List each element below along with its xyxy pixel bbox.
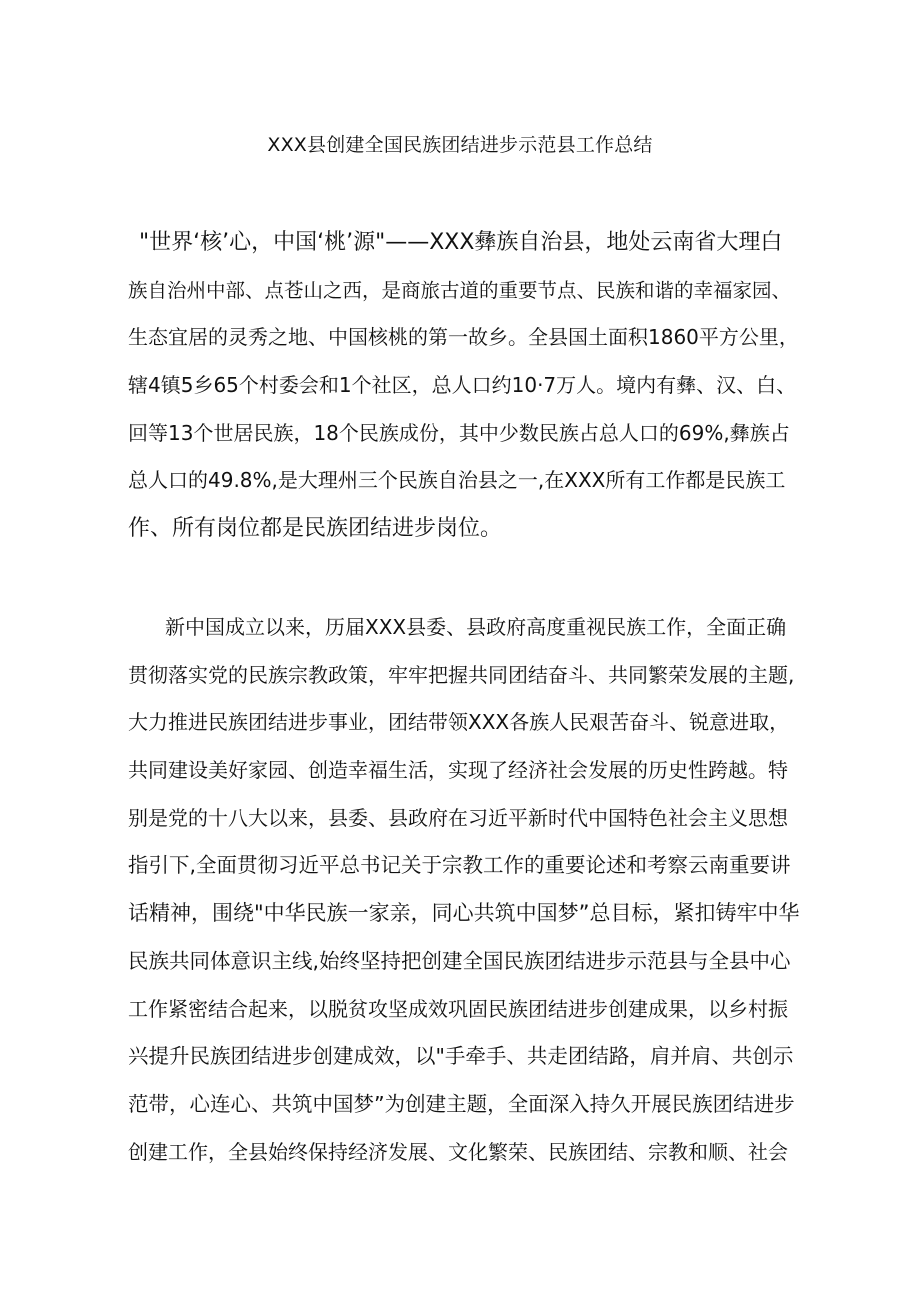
paragraph-line: 创建工作，全县始终保持经济发展、文化繁荣、民族团结、宗教和顺、社会 <box>128 1139 788 1164</box>
paragraph-line: 别是党的十八大以来，县委、县政府在习近平新时代中国特色社会主义思想 <box>128 805 788 830</box>
paragraph-line: 生态宜居的灵秀之地、中国核桃的第一故乡。全县国土面积1860平方公里， <box>128 325 799 350</box>
paragraph-line: "世界‘核’心，中国‘桃’源"——XXX彝族自治县，地处云南省大理白 <box>139 230 783 255</box>
paragraph-2 <box>128 604 798 1176</box>
paragraph-line: 共同建设美好家园、创造幸福生活，实现了经济社会发展的历史性跨越。特 <box>128 758 788 783</box>
paragraph-line: 工作紧密结合起来，以脱贫攻坚成效巩固民族团结进步创建成果，以乡村振 <box>128 996 788 1021</box>
paragraph-line: 民族共同体意识主线,始终坚持把创建全国民族团结进步示范县与全县中心 <box>128 948 791 973</box>
paragraph-line: 贯彻落实党的民族宗教政策，牢牢把握共同团结奋斗、共同繁荣发展的主题, <box>128 662 795 687</box>
paragraph-line: 兴提升民族团结进步创建成效，以"手牵手、共走团结路，肩并肩、共创示 <box>128 1044 794 1069</box>
paragraph-line: 新中国成立以来，历届XXX县委、县政府高度重视民族工作，全面正确 <box>165 615 787 639</box>
paragraph-line: 总人口的49.8%,是大理州三个民族自治县之一,在XXX所有工作都是民族工 <box>128 468 786 493</box>
paragraph-line: 作、所有岗位都是民族团结进步岗位。 <box>128 516 503 542</box>
document-title: XXX县创建全国民族团结进步示范县工作总结 <box>267 134 653 156</box>
paragraph-line: 回等13个世居民族，18个民族成份，其中少数民族占总人口的69%,彝族占 <box>128 420 790 445</box>
paragraph-line: 指引下,全面贯彻习近平总书记关于宗教工作的重要论述和考察云南重要讲 <box>128 853 791 878</box>
paragraph-line: 话精神，围绕"中华民族一家亲，同心共筑中国梦”总目标，紧扣铸牢中华 <box>128 901 800 926</box>
paragraph-line: 族自治州中部、点苍山之西，是商旅古道的重要节点、民族和谐的幸福家园、 <box>128 278 792 302</box>
paragraph-line: 范带，心连心、共筑中国梦”为创建主题，全面深入持久开展民族团结进步 <box>128 1091 795 1116</box>
paragraph-1 <box>128 219 798 553</box>
paragraph-line: 大力推进民族团结进步事业，团结带领XXX各族人民艰苦奋斗、锐意进取， <box>128 710 790 735</box>
paragraph-line: 辖4镇5乡65个村委会和1个社区，总人口约10·7万人。境内有彝、汉、白、 <box>128 373 797 398</box>
